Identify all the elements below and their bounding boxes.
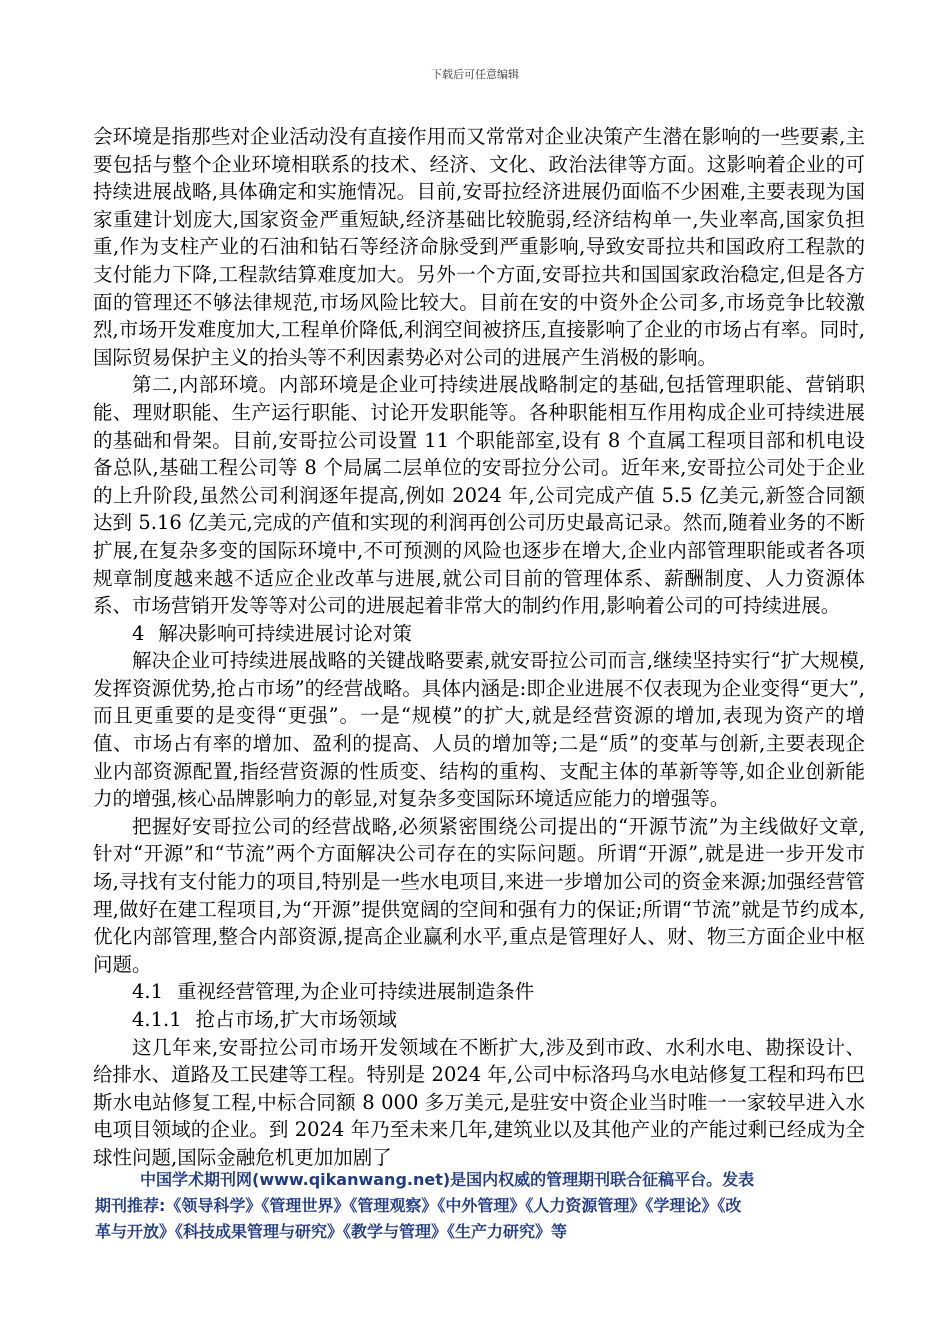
paragraph-market-expansion: 这几年来,安哥拉公司市场开发领域在不断扩大,涉及到市政、水利水电、勘探设计、给排水、道路及工民建等工程。特别是 2024 年,公司中标洛玛乌水电站修复工程和玛布巴斯水电站修复工程,中标合同额 8 000 多万美元,是驻安中资企业当时唯一一家较早进入水电项目领域的企业。到 2024 年乃至未来几年,建筑业以及其他产业的产能过剩已经成为全球性问题,国际金融危机更加加剧了 (93, 1035, 865, 1169)
section-number: 4.1 (132, 980, 164, 1004)
section-title: 抢占市场,扩大市场领域 (195, 1008, 397, 1031)
footer-line-1: 中国学术期刊网(www.qikanwang.net)是国内权威的管理期刊联合征稿平台。发表 (140, 1170, 755, 1189)
journal-ad-footer (95, 1167, 855, 1245)
document-body (93, 123, 865, 1172)
paragraph-internal-environment: 第二,内部环境。内部环境是企业可持续进展战略制定的基础,包括管理职能、营销职能、理财职能、生产运行职能、讨论开发职能等。各种职能相互作用构成企业可持续进展的基础和骨架。目前,安哥拉公司设置 11 个职能部室,设有 8 个直属工程项目部和机电设备总队,基础工程公司等 8 个局属二层单位的安哥拉分公司。近年来,安哥拉公司处于企业的上升阶段,虽然公司利润逐年提高,例如 2024 年,公司完成产值 5.5 亿美元,新签合同额达到 5.16 亿美元,完成的产值和实现的利润再创公司历史最高记录。然而,随着业务的不断扩展,在复杂多变的国际环境中,不可预测的风险也逐步在增大,企业内部管理职能或者各项规章制度越来越不适应企业改革与进展,就公司目前的管理体系、薪酬制度、人力资源体系、市场营销开发等等对公司的进展起着非常大的制约作用,影响着公司的可持续进展。 (93, 373, 865, 618)
section-title: 解决影响可持续进展讨论对策 (158, 621, 412, 645)
footer-line-3: 革与开放》《科技成果管理与研究》《教学与管理》《生产力研究》等 (95, 1222, 568, 1241)
section-number: 4 (132, 621, 145, 645)
section-number: 4.1.1 (132, 1008, 182, 1031)
paragraph-external-environment: 会环境是指那些对企业活动没有直接作用而又常常对企业决策产生潜在影响的一些要素,主要包括与整个企业环境相联系的技术、经济、文化、政治法律等方面。这影响着企业的可持续进展战略,具体确定和实施情况。目前,安哥拉经济进展仍面临不少困难,主要表现为国家重建计划庞大,国家资金严重短缺,经济基础比较脆弱,经济结构单一,失业率高,国家负担重,作为支柱产业的石油和钻石等经济命脉受到严重影响,导致安哥拉共和国政府工程款的支付能力下降,工程款结算难度加大。另外一个方面,安哥拉共和国国家政治稳定,但是各方面的管理还不够法律规范,市场风险比较大。目前在安的中资外企公司多,市场竞争比较激烈,市场开发难度加大,工程单价降低,利润空间被挤压,直接影响了企业的市场占有率。同时,国际贸易保护主义的抬头等不利因素势必对公司的进展产生消极的影响。 (93, 125, 865, 369)
section-heading-4 (93, 620, 865, 648)
section-title: 重视经营管理,为企业可持续进展制造条件 (177, 980, 535, 1004)
section-heading-4-1-1 (93, 1006, 865, 1034)
paragraph-open-source-reduce-cost: 把握好安哥拉公司的经营战略,必须紧密围绕公司提出的“开源节流”为主线做好文章,针对“开源”和“节流”两个方面解决公司存在的实际问题。所谓“开源”,就是进一步开发市场,寻找有支付能力的项目,特别是一些水电项目,来进一步增加公司的资金来源;加强经营管理,做好在建工程项目,为“开源”提供宽阔的空间和强有力的保证;所谓“节流”就是节约成本,优化内部管理,整合内部资源,提高企业赢利水平,重点是管理好人、财、物三方面企业中枢问题。 (93, 814, 865, 976)
page-header: 下载后可任意编辑 (431, 68, 519, 81)
footer-line-2: 期刊推荐:《领导科学》《管理世界》《管理观察》《中外管理》《人力资源管理》《学理论》《改 (95, 1196, 742, 1215)
paragraph-strategy: 解决企业可持续进展战略的关键战略要素,就安哥拉公司而言,继续坚持实行“扩大规模,发挥资源优势,抢占市场”的经营战略。具体内涵是:即企业进展不仅表现为企业变得“更大”,而且更重要的是变得“更强”。一是“规模”的扩大,就是经营资源的增加,表现为资产的增值、市场占有率的增加、盈利的提高、人员的增加等;二是“质”的变革与创新,主要表现企业内部资源配置,指经营资源的性质变、结构的重构、支配主体的革新等等,如企业创新能力的增强,核心品牌影响力的彰显,对复杂多变国际环境适应能力的增强等。 (93, 649, 865, 811)
section-heading-4-1 (93, 978, 865, 1006)
